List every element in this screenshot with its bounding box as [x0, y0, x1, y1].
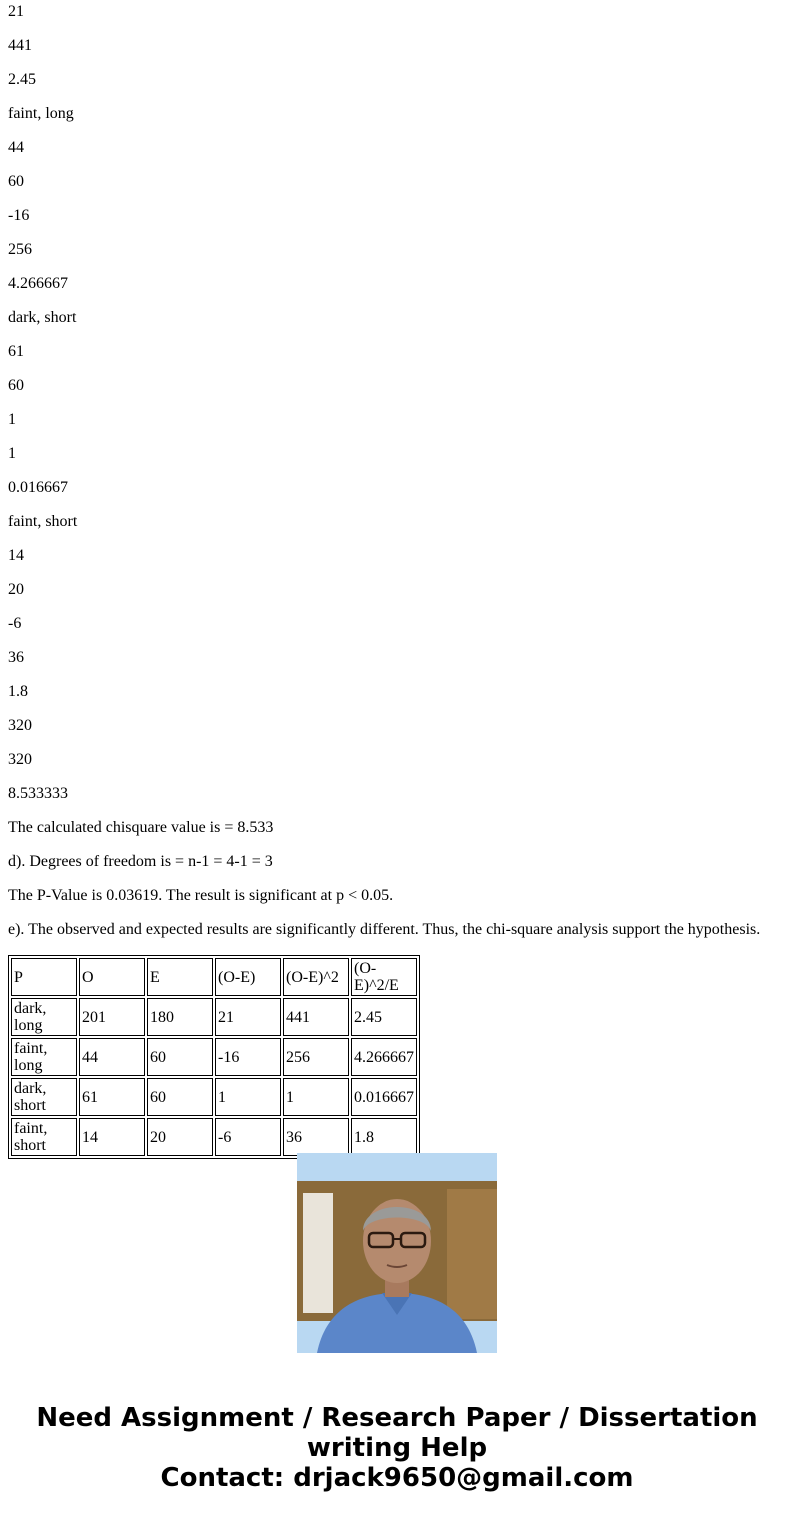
table-cell: 256: [283, 1038, 349, 1076]
table-cell: 2.45: [351, 998, 417, 1036]
table-cell: faint, short: [11, 1118, 77, 1156]
degrees-of-freedom: d). Degrees of freedom is = n-1 = 4-1 = 3: [8, 853, 273, 870]
table-cell: dark, long: [11, 998, 77, 1036]
table-cell: 1: [215, 1078, 281, 1116]
table-row: [11, 1078, 417, 1116]
table-cell: 14: [79, 1118, 145, 1156]
text-line: dark, short: [8, 309, 77, 326]
text-line: 20: [8, 581, 24, 598]
table-cell: 180: [147, 998, 213, 1036]
text-line: faint, short: [8, 513, 78, 530]
table-cell: 60: [147, 1038, 213, 1076]
table-cell: 61: [79, 1078, 145, 1116]
table-row: [11, 1038, 417, 1076]
header-cell: (O-E)^2/E: [351, 958, 417, 996]
chisquare-result: The calculated chisquare value is = 8.533: [8, 819, 274, 836]
text-line: 1: [8, 411, 16, 428]
text-line: 36: [8, 649, 24, 666]
promo-line: writing Help: [306, 1433, 488, 1463]
text-line: 320: [8, 717, 32, 734]
text-line: 1.8: [8, 683, 28, 700]
table-header-row: [11, 958, 417, 996]
table-cell: 4.266667: [351, 1038, 417, 1076]
promo-banner: [0, 1403, 794, 1493]
wall-switchboard: [303, 1193, 333, 1313]
table-cell: -6: [215, 1118, 281, 1156]
text-line: faint, long: [8, 105, 74, 122]
text-line: 1: [8, 445, 16, 462]
table-cell: 21: [215, 998, 281, 1036]
header-cell: P: [11, 958, 77, 996]
text-line: -6: [8, 615, 22, 632]
wood-panel: [447, 1189, 497, 1319]
text-line: 60: [8, 377, 24, 394]
chi-square-table: [8, 955, 420, 1159]
text-line: 320: [8, 751, 32, 768]
table-cell: dark, short: [11, 1078, 77, 1116]
table-cell: 201: [79, 998, 145, 1036]
table-cell: 0.016667: [351, 1078, 417, 1116]
table-cell: -16: [215, 1038, 281, 1076]
header-cell: E: [147, 958, 213, 996]
text-line: 441: [8, 37, 32, 54]
table-cell: 1.8: [351, 1118, 417, 1156]
p-value-statement: The P-Value is 0.03619. The result is significant at p < 0.05.: [8, 887, 394, 904]
table-cell: 60: [147, 1078, 213, 1116]
table-row: [11, 998, 417, 1036]
table-row: [11, 1118, 417, 1156]
text-line: 256: [8, 241, 32, 258]
text-line: 61: [8, 343, 24, 360]
text-line: 4.266667: [8, 275, 68, 292]
text-line: -16: [8, 207, 30, 224]
table-cell: 20: [147, 1118, 213, 1156]
author-photo: [297, 1153, 497, 1353]
table-cell: 36: [283, 1118, 349, 1156]
table-viewport: [8, 955, 428, 1154]
header-cell: O: [79, 958, 145, 996]
contact-email: Contact: drjack9650@gmail.com: [160, 1463, 634, 1493]
promo-line: Need Assignment / Research Paper / Dissertation: [36, 1403, 758, 1433]
text-line: 60: [8, 173, 24, 190]
table-cell: faint, long: [11, 1038, 77, 1076]
header-cell: (O-E): [215, 958, 281, 996]
conclusion: e). The observed and expected results are significantly different. Thus, the chi-square analysis support the hypothesis.: [8, 921, 761, 938]
text-line: 0.016667: [8, 479, 68, 496]
text-line: 14: [8, 547, 24, 564]
table-cell: 1: [283, 1078, 349, 1116]
text-line: 21: [8, 3, 24, 20]
text-line: 8.533333: [8, 785, 68, 802]
text-line: 2.45: [8, 71, 36, 88]
table-cell: 44: [79, 1038, 145, 1076]
text-line: 44: [8, 139, 24, 156]
header-cell: (O-E)^2: [283, 958, 349, 996]
portrait-illustration: [297, 1153, 497, 1353]
table-cell: 441: [283, 998, 349, 1036]
